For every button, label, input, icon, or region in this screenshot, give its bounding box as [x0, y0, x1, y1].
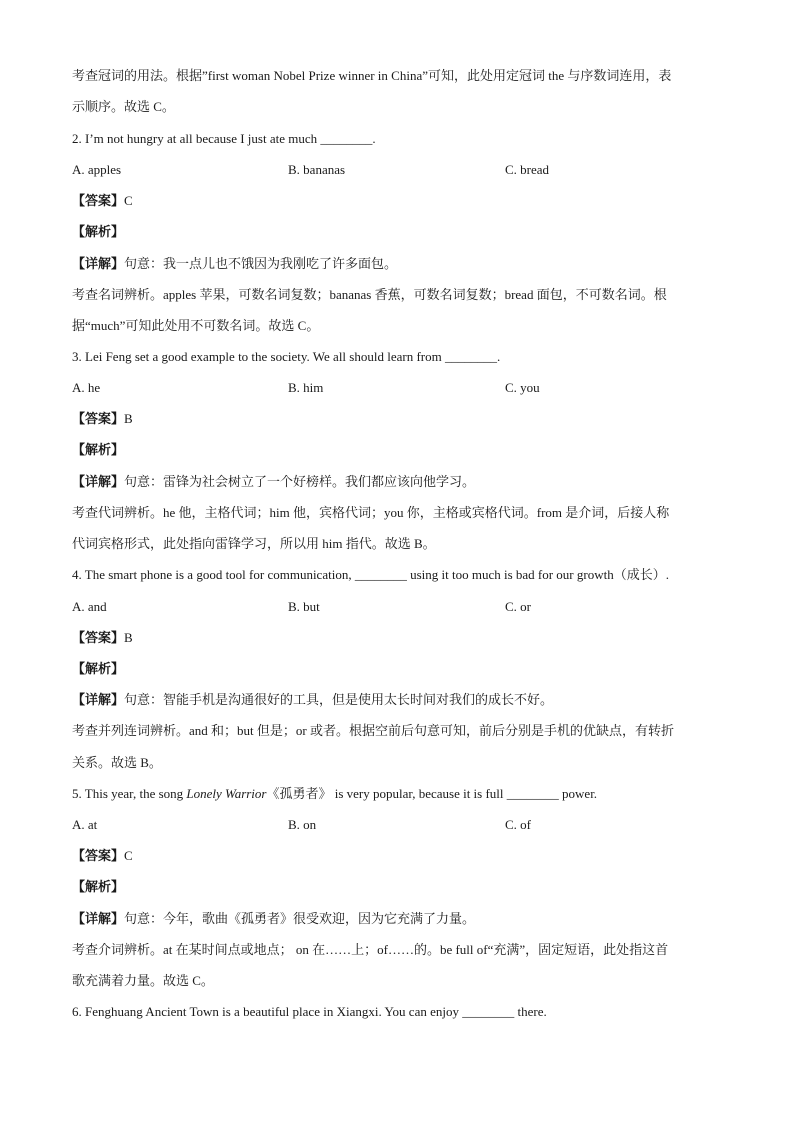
question-4-answer — [72, 629, 722, 647]
question-3-options — [72, 379, 722, 397]
answer-value: C — [124, 848, 133, 863]
question-4-explanation-2: 关系。故选 B。 — [72, 755, 162, 770]
question-5-stem — [72, 785, 722, 803]
option-a: A. he — [72, 380, 101, 395]
answer-value: B — [124, 411, 133, 426]
question-5-answer — [72, 847, 722, 865]
intro-line-2: 示顺序。故选 C。 — [72, 99, 175, 114]
detail-tag: 【详解】 — [72, 475, 125, 490]
question-5-options — [72, 816, 722, 834]
question-2-answer — [72, 192, 722, 210]
option-a: A. at — [72, 817, 98, 832]
question-6-stem: 6. Fenghuang Ancient Town is a beautiful place in Xiangxi. You can enjoy ________ there. — [72, 1004, 547, 1019]
question-3-analysis — [72, 441, 722, 459]
option-c: C. bread — [505, 162, 550, 177]
question-5-analysis — [72, 878, 722, 896]
question-2-explanation-1: 考查名词辨析。apples 苹果，可数名词复数；bananas 香蕉，可数名词复数；bread 面包，不可数名词。根 — [72, 287, 667, 302]
option-c: C. you — [505, 380, 540, 395]
answer-tag: 【答案】 — [72, 412, 125, 427]
option-b: B. him — [288, 380, 324, 395]
detail-tag: 【详解】 — [72, 693, 125, 708]
question-5-explanation-2: 歌充满着力量。故选 C。 — [72, 973, 214, 988]
answer-tag: 【答案】 — [72, 631, 125, 646]
option-b: B. but — [288, 599, 320, 614]
question-2-options — [72, 161, 722, 179]
option-b: B. on — [288, 817, 317, 832]
option-a: A. apples — [72, 162, 122, 177]
intro-line-1: 考查冠词的用法。根据”first woman Nobel Prize winner in China”可知，此处用定冠词 the 与序数词连用，表 — [72, 68, 672, 83]
question-5-explanation-1: 考查介词辨析。at 在某时间点或地点； on 在……上；of……的。be full of“充满”，固定短语，此处指这首 — [72, 942, 669, 957]
song-title: Lonely Warrior — [186, 786, 267, 801]
detail-text: 句意：今年，歌曲《孤勇者》很受欢迎，因为它充满了力量。 — [124, 911, 476, 926]
answer-tag: 【答案】 — [72, 849, 125, 864]
analysis-tag: 【解析】 — [72, 662, 125, 677]
answer-tag: 【答案】 — [72, 194, 125, 209]
question-3-stem: 3. Lei Feng set a good example to the society. We all should learn from ________. — [72, 349, 501, 364]
stem-before: 5. This year, the song — [72, 786, 187, 801]
stem-after: 《孤勇者》 is very popular, because it is full ________ power. — [266, 786, 598, 801]
question-3-explanation-2: 代词宾格形式，此处指向雷锋学习，所以用 him 指代。故选 B。 — [72, 536, 436, 551]
detail-text: 句意：我一点儿也不饿因为我刚吃了许多面包。 — [124, 256, 398, 271]
option-b: B. bananas — [288, 162, 346, 177]
answer-value: C — [124, 193, 133, 208]
question-5-detail — [72, 910, 722, 928]
option-a: A. and — [72, 599, 107, 614]
question-4-explanation-1: 考查并列连词辨析。and 和；but 但是；or 或者。根据空前后句意可知，前后分别是手机的优缺点，有转折 — [72, 723, 674, 738]
question-3-detail — [72, 473, 722, 491]
question-3-answer — [72, 410, 722, 428]
detail-tag: 【详解】 — [72, 257, 125, 272]
detail-tag: 【详解】 — [72, 912, 125, 927]
option-c: C. of — [505, 817, 531, 832]
analysis-tag: 【解析】 — [72, 225, 125, 240]
question-3-explanation-1: 考查代词辨析。he 他，主格代词；him 他，宾格代词；you 你，主格或宾格代词。from 是介词，后接人称 — [72, 505, 670, 520]
analysis-tag: 【解析】 — [72, 443, 125, 458]
question-4-options — [72, 598, 722, 616]
question-2-explanation-2: 据“much”可知此处用不可数名词。故选 C。 — [72, 318, 320, 333]
analysis-tag: 【解析】 — [72, 880, 125, 895]
option-c: C. or — [505, 599, 531, 614]
question-2-detail — [72, 255, 722, 273]
answer-value: B — [124, 630, 133, 645]
detail-text: 句意：智能手机是沟通很好的工具，但是使用太长时间对我们的成长不好。 — [124, 692, 554, 707]
question-4-detail — [72, 691, 722, 709]
question-4-analysis — [72, 660, 722, 678]
question-2-analysis — [72, 223, 722, 241]
detail-text: 句意：雷锋为社会树立了一个好榜样。我们都应该向他学习。 — [124, 474, 476, 489]
question-4-stem: 4. The smart phone is a good tool for communication, ________ using it too much is bad for our growth（成长）. — [72, 567, 669, 582]
question-2-stem: 2. I’m not hungry at all because I just ate much ________. — [72, 131, 376, 146]
